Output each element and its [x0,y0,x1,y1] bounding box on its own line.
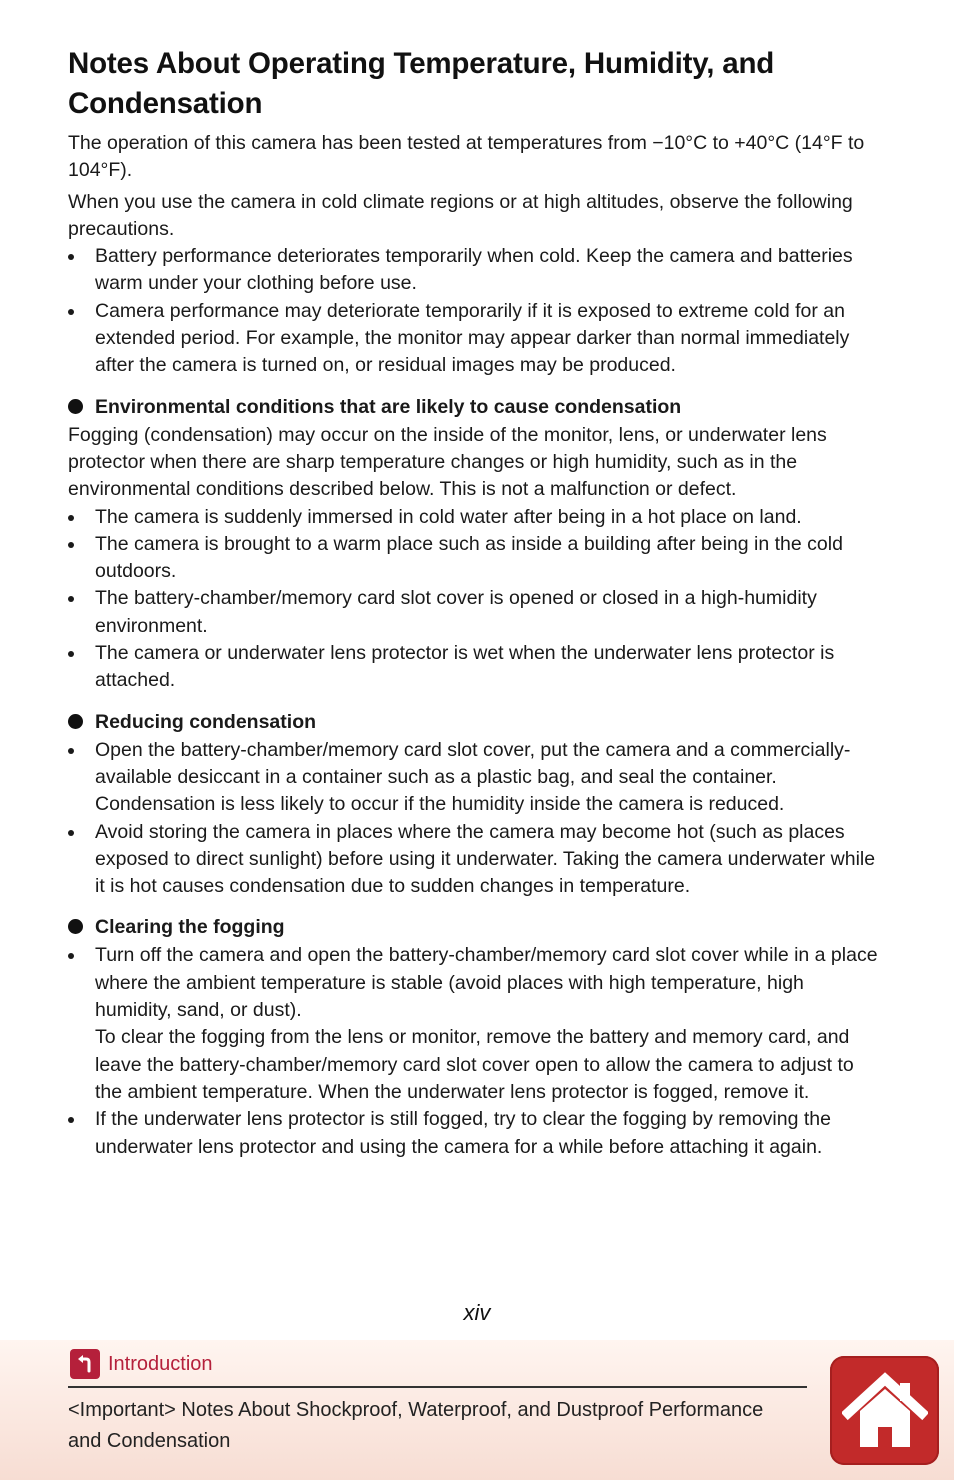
bullet-icon [68,309,74,315]
bullet-icon [68,515,74,521]
page-title: Notes About Operating Temperature, Humidity, and Condensation [68,47,775,120]
list-item: Open the battery-chamber/memory card slot cover, put the camera and a commercially-available desiccant in a container such as a plastic bag, and seal the container. Condensation is less likely to occur if the humidity inside the camera is reduced. [68,737,884,819]
list-item: The battery-chamber/memory card slot cover is opened or closed in a high-humidity environment. [68,585,884,640]
bullet-icon [68,596,74,602]
bullet-icon [68,254,74,260]
bullet-icon [68,542,74,548]
list-item: The camera is brought to a warm place such as inside a building after being in the cold outdoors. [68,531,884,586]
clearing-list [68,942,884,1160]
main-content [68,44,884,1161]
list-item-continuation: To clear the fogging from the lens or monitor, remove the battery and memory card, and leave the battery-chamber/memory card slot cover open to allow the camera to adjust to the ambient temperature. When the underwater lens protector is fogged, remove it. [95,1026,854,1103]
section-bullet-icon [68,919,83,934]
section-reducing-condensation [68,707,884,901]
list-item: Camera performance may deteriorate temporarily if it is exposed to extreme cold for an extended period. For example, the monitor may appear darker than normal immediately after the camera is turned on, or residual images may be produced. [68,298,884,380]
page-number: xiv [463,1300,491,1325]
list-item: Battery performance deteriorates temporarily when cold. Keep the camera and batteries warm under your clothing before use. [68,243,884,298]
introduction-link-label: Introduction [108,1352,213,1375]
intro-paragraph-2: When you use the camera in cold climate regions or at high altitudes, observe the following precautions. [68,190,853,240]
cold-precautions-list [68,243,884,379]
section-heading: Reducing condensation [68,707,884,737]
conditions-list [68,504,884,695]
section-heading: Environmental conditions that are likely to cause condensation [68,392,884,422]
bullet-icon [68,1117,74,1123]
footer-section-link[interactable]: <Important> Notes About Shockproof, Waterproof, and Dustproof Performance and Condensation [68,1399,764,1452]
intro-paragraph-1: The operation of this camera has been tested at temperatures from −10°C to +40°C (14°F to 104°F). [68,132,865,182]
section-bullet-icon [68,714,83,729]
list-item: The camera or underwater lens protector is wet when the underwater lens protector is attached. [68,640,884,695]
bullet-icon [68,830,74,836]
section-clearing-fogging [68,912,884,1160]
section-condensation-conditions [68,392,884,695]
list-item: The camera is suddenly immersed in cold water after being in a hot place on land. [68,504,884,531]
section-heading: Clearing the fogging [68,912,884,942]
list-item: Avoid storing the camera in places where the camera may become hot (such as places exposed to direct sunlight) before using it underwater. Taking the camera underwater while it is hot causes condensation due to sudden changes in temperature. [68,819,884,901]
home-icon [842,1371,928,1451]
home-button[interactable] [830,1356,939,1465]
section-bullet-icon [68,399,83,414]
list-item: Turn off the camera and open the battery-chamber/memory card slot cover while in a place where the ambient temperature is stable (avoid places with high temperature, high humidity, sand, or dust). To clear the fogging from the lens or monitor, remove the battery and memory card, and leave the battery-chamber/memory card slot cover open to allow the camera to adjust to the ambient temperature. When the underwater lens protector is fogged, remove it. [68,942,884,1106]
reducing-list [68,737,884,901]
list-item: If the underwater lens protector is still fogged, try to clear the fogging by removing the underwater lens protector and using the camera for a while before attaching it again. [68,1106,884,1161]
bullet-icon [68,748,74,754]
section-paragraph: Fogging (condensation) may occur on the inside of the monitor, lens, or underwater lens protector when there are sharp temperature changes or high humidity, such as in the environmental conditions described below. This is not a malfunction or defect. [68,423,827,501]
introduction-link[interactable] [70,1349,213,1379]
bullet-icon [68,651,74,657]
bullet-icon [68,953,74,959]
footer-divider [68,1386,807,1388]
return-arrow-icon [70,1349,100,1379]
